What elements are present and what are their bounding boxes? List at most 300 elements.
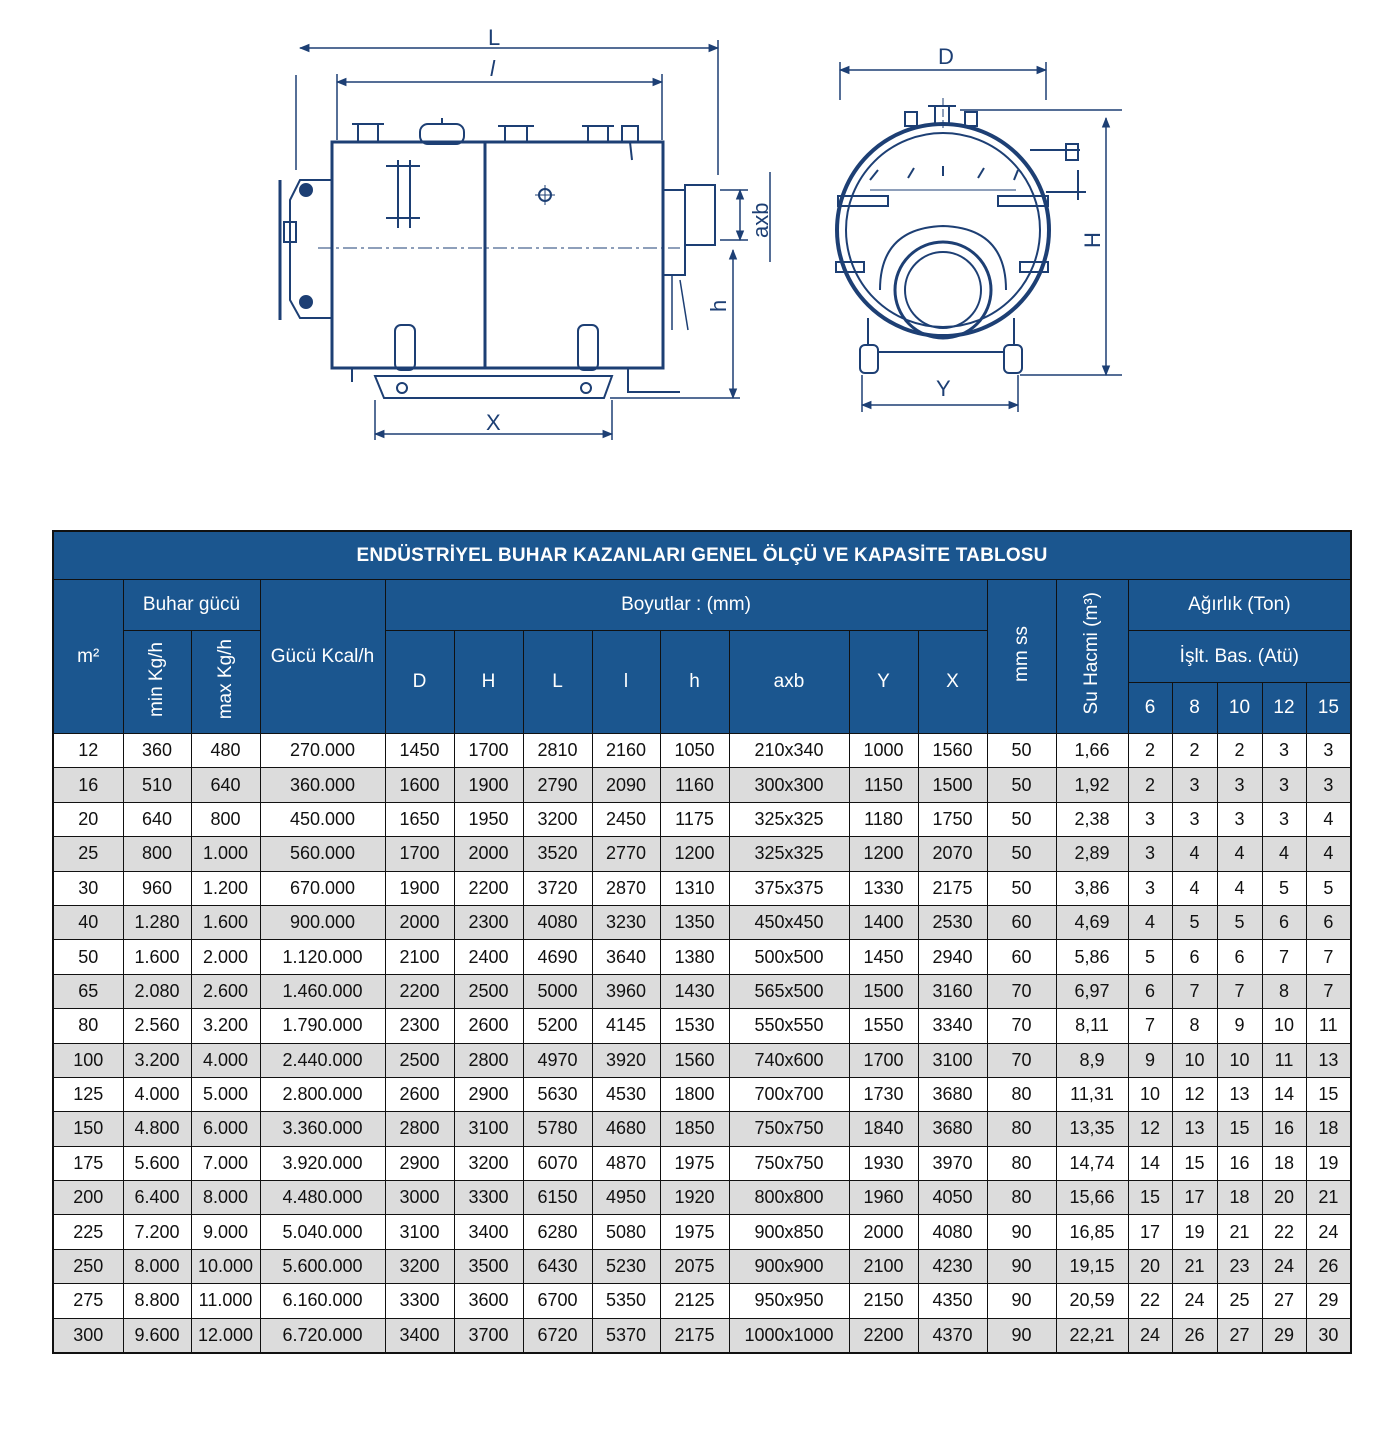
table-cell: 640 [123, 802, 191, 836]
table-cell: 450x450 [729, 905, 849, 939]
table-cell: 90 [987, 1249, 1056, 1283]
table-cell: 20 [53, 802, 123, 836]
dim-label-Y: Y [936, 376, 951, 401]
table-cell: 50 [987, 734, 1056, 768]
table-cell: 1400 [849, 905, 918, 939]
table-cell: 3300 [454, 1181, 523, 1215]
table-cell: 65 [53, 974, 123, 1008]
table-cell: 29 [1262, 1318, 1306, 1353]
table-cell: 3720 [523, 871, 592, 905]
table-cell: 7.000 [191, 1146, 260, 1180]
table-cell: 125 [53, 1077, 123, 1111]
dim-label-L: L [488, 25, 501, 50]
table-cell: 2770 [592, 837, 660, 871]
table-cell: 2800 [385, 1112, 454, 1146]
table-cell: 12.000 [191, 1318, 260, 1353]
table-cell: 6150 [523, 1181, 592, 1215]
table-cell: 5.600.000 [260, 1249, 385, 1283]
table-cell: 18 [1306, 1112, 1351, 1146]
table-cell: 2.440.000 [260, 1043, 385, 1077]
table-cell: 5080 [592, 1215, 660, 1249]
table-cell: 700x700 [729, 1077, 849, 1111]
table-row [53, 905, 1351, 939]
table-cell: 1,66 [1056, 734, 1128, 768]
table-row [53, 1318, 1351, 1353]
table-cell: 2790 [523, 768, 592, 802]
table-cell: 7 [1306, 940, 1351, 974]
table-cell: 80 [987, 1112, 1056, 1146]
table-cell: 15 [1217, 1112, 1262, 1146]
table-cell: 4680 [592, 1112, 660, 1146]
table-cell: 7.200 [123, 1215, 191, 1249]
table-cell: 15 [1172, 1146, 1217, 1180]
table-cell: 270.000 [260, 734, 385, 768]
table-cell: 2000 [849, 1215, 918, 1249]
table-cell: 22,21 [1056, 1318, 1128, 1353]
table-cell: 3200 [385, 1249, 454, 1283]
table-cell: 2.800.000 [260, 1077, 385, 1111]
table-cell: 3 [1306, 734, 1351, 768]
table-cell: 3,86 [1056, 871, 1128, 905]
header-gucu: Gücü Kcal/h [260, 580, 385, 734]
table-cell: 11 [1262, 1043, 1306, 1077]
table-cell: 30 [1306, 1318, 1351, 1353]
table-cell: 12 [1128, 1112, 1172, 1146]
table-cell: 4.000 [123, 1077, 191, 1111]
table-cell: 5 [1172, 905, 1217, 939]
table-cell: 29 [1306, 1284, 1351, 1318]
header-dim-Y: Y [849, 631, 918, 734]
table-cell: 1730 [849, 1077, 918, 1111]
table-cell: 3340 [918, 1009, 987, 1043]
table-cell: 1310 [660, 871, 729, 905]
table-cell: 1560 [918, 734, 987, 768]
table-row [53, 974, 1351, 1008]
table-cell: 9.000 [191, 1215, 260, 1249]
table-cell: 3.920.000 [260, 1146, 385, 1180]
table-cell: 21 [1217, 1215, 1262, 1249]
table-cell: 3 [1172, 802, 1217, 836]
table-cell: 510 [123, 768, 191, 802]
table-cell: 2940 [918, 940, 987, 974]
table-cell: 4 [1262, 837, 1306, 871]
header-dim-H: H [454, 631, 523, 734]
header-dim-X: X [918, 631, 987, 734]
table-cell: 7 [1128, 1009, 1172, 1043]
table-cell: 80 [53, 1009, 123, 1043]
table-cell: 1960 [849, 1181, 918, 1215]
header-min [123, 631, 191, 734]
table-cell: 6 [1172, 940, 1217, 974]
table-cell: 1175 [660, 802, 729, 836]
table-row [53, 734, 1351, 768]
table-cell: 1975 [660, 1215, 729, 1249]
header-max-text: max Kg/h [214, 638, 236, 720]
table-title: ENDÜSTRİYEL BUHAR KAZANLARI GENEL ÖLÇÜ VE KAPASİTE TABLOSU [53, 531, 1351, 580]
table-cell: 5.040.000 [260, 1215, 385, 1249]
table-cell: 1950 [454, 802, 523, 836]
table-row [53, 1181, 1351, 1215]
table-cell: 2.600 [191, 974, 260, 1008]
table-cell: 6 [1306, 905, 1351, 939]
table-cell: 2450 [592, 802, 660, 836]
table-cell: 3 [1217, 768, 1262, 802]
table-cell: 2600 [454, 1009, 523, 1043]
table-cell: 1200 [849, 837, 918, 871]
table-cell: 2,38 [1056, 802, 1128, 836]
table-cell: 2090 [592, 768, 660, 802]
table-cell: 3680 [918, 1112, 987, 1146]
table-cell: 1700 [849, 1043, 918, 1077]
table-cell: 17 [1128, 1215, 1172, 1249]
table-cell: 1700 [454, 734, 523, 768]
table-cell: 5.600 [123, 1146, 191, 1180]
table-cell: 8.000 [123, 1249, 191, 1283]
boiler-drawing-svg [0, 0, 1400, 460]
table-cell: 11 [1306, 1009, 1351, 1043]
table-cell: 22 [1262, 1215, 1306, 1249]
table-cell: 13 [1217, 1077, 1262, 1111]
header-pressure-12: 12 [1262, 683, 1306, 734]
table-cell: 3100 [385, 1215, 454, 1249]
table-cell: 8 [1262, 974, 1306, 1008]
table-cell: 2900 [385, 1146, 454, 1180]
capacity-table [52, 530, 1352, 1354]
boiler-technical-drawing [0, 0, 1400, 460]
header-boyutlar: Boyutlar : (mm) [385, 580, 987, 631]
table-cell: 6280 [523, 1215, 592, 1249]
table-cell: 3.200 [123, 1043, 191, 1077]
table-cell: 22 [1128, 1284, 1172, 1318]
table-cell: 27 [1217, 1318, 1262, 1353]
table-cell: 11.000 [191, 1284, 260, 1318]
table-cell: 2530 [918, 905, 987, 939]
table-cell: 3600 [454, 1284, 523, 1318]
table-cell: 24 [1306, 1215, 1351, 1249]
table-cell: 2160 [592, 734, 660, 768]
table-cell: 16,85 [1056, 1215, 1128, 1249]
table-cell: 4 [1306, 802, 1351, 836]
table-cell: 3200 [454, 1146, 523, 1180]
table-cell: 2000 [385, 905, 454, 939]
table-cell: 2100 [385, 940, 454, 974]
table-cell: 1.000 [191, 837, 260, 871]
table-cell: 960 [123, 871, 191, 905]
table-cell: 50 [987, 802, 1056, 836]
table-cell: 1000x1000 [729, 1318, 849, 1353]
table-cell: 10 [1128, 1077, 1172, 1111]
table-cell: 1700 [385, 837, 454, 871]
table-cell: 80 [987, 1077, 1056, 1111]
table-cell: 4230 [918, 1249, 987, 1283]
table-cell: 5370 [592, 1318, 660, 1353]
table-cell: 70 [987, 1043, 1056, 1077]
table-cell: 2075 [660, 1249, 729, 1283]
table-cell: 6.400 [123, 1181, 191, 1215]
table-cell: 7 [1172, 974, 1217, 1008]
table-cell: 1800 [660, 1077, 729, 1111]
table-cell: 10 [1217, 1043, 1262, 1077]
table-cell: 90 [987, 1318, 1056, 1353]
table-cell: 6700 [523, 1284, 592, 1318]
table-cell: 1.790.000 [260, 1009, 385, 1043]
table-cell: 6,97 [1056, 974, 1128, 1008]
table-cell: 2000 [454, 837, 523, 871]
table-cell: 3160 [918, 974, 987, 1008]
table-row [53, 768, 1351, 802]
table-cell: 4690 [523, 940, 592, 974]
table-cell: 4 [1172, 837, 1217, 871]
table-cell: 2600 [385, 1077, 454, 1111]
table-cell: 1.120.000 [260, 940, 385, 974]
table-cell: 10 [1172, 1043, 1217, 1077]
table-cell: 1550 [849, 1009, 918, 1043]
table-cell: 500x500 [729, 940, 849, 974]
table-cell: 8.000 [191, 1181, 260, 1215]
table-cell: 6.720.000 [260, 1318, 385, 1353]
table-cell: 3960 [592, 974, 660, 1008]
table-cell: 14 [1128, 1146, 1172, 1180]
table-cell: 360.000 [260, 768, 385, 802]
table-cell: 4350 [918, 1284, 987, 1318]
table-body [53, 734, 1351, 1354]
table-cell: 750x750 [729, 1146, 849, 1180]
table-cell: 5000 [523, 974, 592, 1008]
table-cell: 15,66 [1056, 1181, 1128, 1215]
header-buhar-gucu: Buhar gücü [123, 580, 260, 631]
table-cell: 4 [1217, 837, 1262, 871]
table-row [53, 1215, 1351, 1249]
table-cell: 4370 [918, 1318, 987, 1353]
table-cell: 2500 [385, 1043, 454, 1077]
table-cell: 24 [1128, 1318, 1172, 1353]
table-cell: 3520 [523, 837, 592, 871]
table-cell: 1430 [660, 974, 729, 1008]
table-cell: 1.600 [191, 905, 260, 939]
table-cell: 550x550 [729, 1009, 849, 1043]
header-islt-bas: İşlt. Bas. (Atü) [1128, 631, 1351, 683]
table-cell: 3 [1262, 734, 1306, 768]
table-cell: 17 [1172, 1181, 1217, 1215]
table-cell: 560.000 [260, 837, 385, 871]
table-cell: 4,69 [1056, 905, 1128, 939]
table-cell: 3400 [454, 1215, 523, 1249]
dim-label-axb: axb [748, 202, 773, 238]
table-cell: 3.360.000 [260, 1112, 385, 1146]
table-cell: 3.200 [191, 1009, 260, 1043]
header-dim-D: D [385, 631, 454, 734]
table-cell: 1500 [918, 768, 987, 802]
header-dim-l: l [592, 631, 660, 734]
table-cell: 14,74 [1056, 1146, 1128, 1180]
table-cell: 900x850 [729, 1215, 849, 1249]
table-cell: 2 [1128, 768, 1172, 802]
table-cell: 3230 [592, 905, 660, 939]
table-cell: 23 [1217, 1249, 1262, 1283]
table-cell: 3700 [454, 1318, 523, 1353]
table-cell: 4145 [592, 1009, 660, 1043]
table-cell: 4530 [592, 1077, 660, 1111]
table-cell: 6070 [523, 1146, 592, 1180]
table-cell: 1200 [660, 837, 729, 871]
table-cell: 4870 [592, 1146, 660, 1180]
table-cell: 70 [987, 974, 1056, 1008]
table-cell: 11,31 [1056, 1077, 1128, 1111]
header-m2: m² [53, 580, 123, 734]
table-cell: 50 [987, 768, 1056, 802]
table-cell: 2070 [918, 837, 987, 871]
table-cell: 7 [1217, 974, 1262, 1008]
table-cell: 900.000 [260, 905, 385, 939]
table-cell: 800x800 [729, 1181, 849, 1215]
table-cell: 3 [1262, 768, 1306, 802]
table-cell: 50 [987, 871, 1056, 905]
table-cell: 5 [1217, 905, 1262, 939]
table-cell: 1500 [849, 974, 918, 1008]
header-pressure-6: 6 [1128, 683, 1172, 734]
table-cell: 21 [1306, 1181, 1351, 1215]
table-cell: 18 [1262, 1146, 1306, 1180]
table-cell: 250 [53, 1249, 123, 1283]
table-cell: 4 [1128, 905, 1172, 939]
table-cell: 3100 [454, 1112, 523, 1146]
header-dim-L: L [523, 631, 592, 734]
header-su-hacmi-text: Su Hacmi (m³) [1081, 592, 1102, 715]
table-cell: 4950 [592, 1181, 660, 1215]
table-cell: 275 [53, 1284, 123, 1318]
table-cell: 14 [1262, 1077, 1306, 1111]
table-row [53, 1284, 1351, 1318]
table-cell: 20,59 [1056, 1284, 1128, 1318]
table-row [53, 940, 1351, 974]
table-cell: 3000 [385, 1181, 454, 1215]
table-cell: 13,35 [1056, 1112, 1128, 1146]
table-cell: 2 [1172, 734, 1217, 768]
table-cell: 1560 [660, 1043, 729, 1077]
table-cell: 740x600 [729, 1043, 849, 1077]
table-cell: 2.000 [191, 940, 260, 974]
table-cell: 2900 [454, 1077, 523, 1111]
table-cell: 1160 [660, 768, 729, 802]
table-cell: 20 [1262, 1181, 1306, 1215]
table-cell: 2200 [385, 974, 454, 1008]
table-cell: 2200 [454, 871, 523, 905]
table-cell: 10.000 [191, 1249, 260, 1283]
table-cell: 3400 [385, 1318, 454, 1353]
table-cell: 800 [191, 802, 260, 836]
table-cell: 480 [191, 734, 260, 768]
table-row [53, 837, 1351, 871]
table-cell: 19,15 [1056, 1249, 1128, 1283]
table-cell: 750x750 [729, 1112, 849, 1146]
table-cell: 9 [1128, 1043, 1172, 1077]
table-cell: 1750 [918, 802, 987, 836]
table-cell: 3 [1217, 802, 1262, 836]
table-cell: 670.000 [260, 871, 385, 905]
table-cell: 325x325 [729, 802, 849, 836]
table-row [53, 802, 1351, 836]
table-row [53, 1043, 1351, 1077]
table-cell: 950x950 [729, 1284, 849, 1318]
header-dim-h: h [660, 631, 729, 734]
table-cell: 19 [1306, 1146, 1351, 1180]
table-cell: 3300 [385, 1284, 454, 1318]
table-row [53, 1112, 1351, 1146]
table-cell: 3200 [523, 802, 592, 836]
table-cell: 20 [1128, 1249, 1172, 1283]
table-cell: 60 [987, 905, 1056, 939]
table-cell: 1.460.000 [260, 974, 385, 1008]
table-cell: 3640 [592, 940, 660, 974]
table-cell: 1330 [849, 871, 918, 905]
table-cell: 5200 [523, 1009, 592, 1043]
table-cell: 3920 [592, 1043, 660, 1077]
table-cell: 60 [987, 940, 1056, 974]
table-cell: 1450 [849, 940, 918, 974]
table-cell: 2200 [849, 1318, 918, 1353]
table-cell: 1920 [660, 1181, 729, 1215]
table-cell: 9.600 [123, 1318, 191, 1353]
header-pressure-8: 8 [1172, 683, 1217, 734]
table-cell: 21 [1172, 1249, 1217, 1283]
table-cell: 6 [1262, 905, 1306, 939]
table-cell: 3 [1306, 768, 1351, 802]
table-cell: 565x500 [729, 974, 849, 1008]
table-cell: 1180 [849, 802, 918, 836]
table-cell: 26 [1172, 1318, 1217, 1353]
table-cell: 80 [987, 1181, 1056, 1215]
table-cell: 3680 [918, 1077, 987, 1111]
table-cell: 2300 [385, 1009, 454, 1043]
table-cell: 1.600 [123, 940, 191, 974]
table-cell: 1350 [660, 905, 729, 939]
table-cell: 800 [123, 837, 191, 871]
header-su-hacmi [1056, 580, 1128, 734]
table-cell: 3 [1172, 768, 1217, 802]
table-cell: 19 [1172, 1215, 1217, 1249]
table-cell: 1.280 [123, 905, 191, 939]
table-cell: 4 [1306, 837, 1351, 871]
table-cell: 2100 [849, 1249, 918, 1283]
header-mmss [987, 580, 1056, 734]
table-cell: 300 [53, 1318, 123, 1353]
table-cell: 4.800 [123, 1112, 191, 1146]
table-cell: 2175 [918, 871, 987, 905]
table-cell: 1850 [660, 1112, 729, 1146]
table-cell: 70 [987, 1009, 1056, 1043]
table-cell: 4970 [523, 1043, 592, 1077]
table-cell: 210x340 [729, 734, 849, 768]
table-cell: 1150 [849, 768, 918, 802]
table-cell: 6.160.000 [260, 1284, 385, 1318]
table-cell: 26 [1306, 1249, 1351, 1283]
table-cell: 4 [1217, 871, 1262, 905]
table-cell: 5230 [592, 1249, 660, 1283]
table-cell: 2400 [454, 940, 523, 974]
table-cell: 50 [53, 940, 123, 974]
table-cell: 5,86 [1056, 940, 1128, 974]
table-cell: 12 [1172, 1077, 1217, 1111]
table-cell: 5 [1306, 871, 1351, 905]
table-cell: 2800 [454, 1043, 523, 1077]
table-row [53, 1009, 1351, 1043]
table-cell: 2870 [592, 871, 660, 905]
table-cell: 1450 [385, 734, 454, 768]
front-view [836, 44, 1122, 412]
table-cell: 7 [1306, 974, 1351, 1008]
table-cell: 90 [987, 1284, 1056, 1318]
table-cell: 225 [53, 1215, 123, 1249]
